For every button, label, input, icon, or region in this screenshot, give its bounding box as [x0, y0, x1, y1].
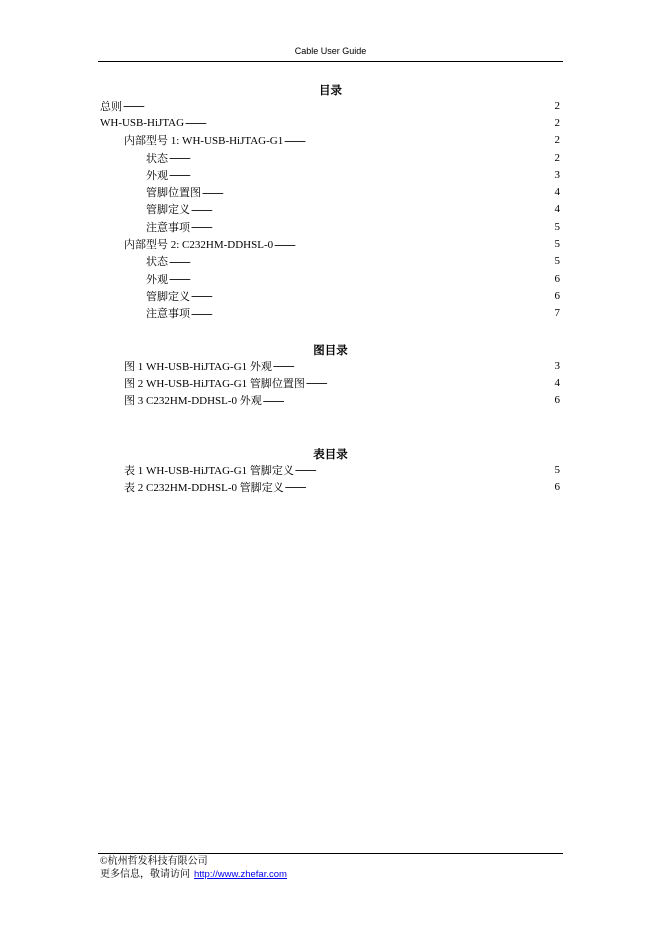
page-footer — [100, 855, 287, 881]
toc-entry[interactable] — [100, 201, 560, 218]
toc-entry-label: 注意事项 — [146, 308, 190, 321]
toc-entry[interactable] — [100, 132, 560, 149]
figure-entry[interactable] — [100, 374, 560, 391]
toc-entry[interactable] — [100, 166, 560, 183]
figure-entry-page: 4 — [554, 376, 560, 389]
toc-entry-page: 5 — [554, 220, 560, 233]
toc-entry-label: 管脚位置图 — [146, 187, 201, 200]
toc-entry[interactable] — [100, 218, 560, 235]
table-entry-label: 表 2 C232HM-DDHSL-0 管脚定义 — [124, 481, 284, 494]
toc-entry-page: 2 — [554, 134, 560, 147]
dot-leader — [202, 187, 554, 198]
footer-rule — [98, 853, 563, 854]
toc-entry-page: 6 — [554, 272, 560, 285]
toc-entry-label: 总则 — [100, 100, 122, 113]
toc-list — [100, 97, 560, 322]
page-header-title: Cable User Guide — [294, 46, 367, 56]
toc-entry-label: 内部型号 1: WH-USB-HiJTAG-G1 — [124, 135, 284, 148]
toc-entry-page: 2 — [554, 99, 560, 112]
dot-leader — [263, 395, 554, 406]
toc-entry-page: 7 — [554, 307, 560, 320]
toc-entry-label: 状态 — [146, 256, 168, 269]
table-entry-label: 表 1 WH-USB-HiJTAG-G1 管脚定义 — [124, 464, 294, 477]
dot-leader — [169, 273, 554, 284]
toc-entry[interactable] — [100, 287, 560, 304]
tables-list — [100, 461, 560, 496]
dot-leader — [306, 377, 554, 388]
figure-entry-page: 3 — [554, 359, 560, 372]
figure-entry[interactable] — [100, 357, 560, 374]
toc-title: 目录 — [319, 85, 342, 97]
dot-leader — [169, 256, 554, 267]
dot-leader — [273, 360, 554, 371]
tables-title: 表目录 — [313, 449, 348, 461]
toc-entry-label: 注意事项 — [146, 221, 190, 234]
figure-entry-label: 图 2 WH-USB-HiJTAG-G1 管脚位置图 — [124, 377, 305, 390]
figures-list — [100, 357, 560, 409]
dot-leader — [285, 481, 554, 492]
toc-entry-label: 状态 — [146, 152, 168, 165]
toc-entry[interactable] — [100, 305, 560, 322]
toc-entry-page: 3 — [554, 168, 560, 181]
dot-leader — [191, 308, 554, 319]
toc-entry-page: 4 — [554, 186, 560, 199]
toc-entry-page: 2 — [554, 116, 560, 129]
toc-entry-label: 外观 — [146, 273, 168, 286]
toc-entry[interactable] — [100, 270, 560, 287]
toc-entry[interactable] — [100, 149, 560, 166]
figures-title: 图目录 — [313, 345, 348, 357]
figure-entry-page: 6 — [554, 394, 560, 407]
toc-entry-label: 管脚定义 — [146, 290, 190, 303]
toc-entry-page: 4 — [554, 203, 560, 216]
toc-entry-page: 6 — [554, 289, 560, 302]
dot-leader — [185, 117, 553, 128]
table-entry[interactable] — [100, 461, 560, 478]
dot-leader — [274, 239, 553, 250]
toc-entry-page: 5 — [554, 255, 560, 268]
dot-leader — [191, 221, 554, 232]
table-entry[interactable] — [100, 478, 560, 495]
toc-entry[interactable] — [100, 114, 560, 131]
dot-leader — [191, 290, 554, 301]
dot-leader — [123, 100, 554, 111]
website-link[interactable]: http://www.zhefar.com — [194, 869, 287, 880]
dot-leader — [169, 169, 554, 180]
figure-entry[interactable] — [100, 392, 560, 409]
toc-entry[interactable] — [100, 235, 560, 252]
figure-entry-label: 图 1 WH-USB-HiJTAG-G1 外观 — [124, 360, 272, 373]
toc-entry[interactable] — [100, 97, 560, 114]
footer-more-info: 更多信息，敬请访问 — [100, 869, 190, 880]
toc-entry-label: 内部型号 2: C232HM-DDHSL-0 — [124, 239, 274, 252]
dot-leader — [295, 464, 554, 475]
toc-entry-label: 外观 — [146, 169, 168, 182]
toc-entry-page: 2 — [554, 151, 560, 164]
table-entry-page: 5 — [554, 463, 560, 476]
toc-entry-label: 管脚定义 — [146, 204, 190, 217]
footer-copyright: ©杭州哲发科技有限公司 — [100, 856, 208, 867]
dot-leader — [191, 204, 554, 215]
dot-leader — [284, 135, 553, 146]
header-rule — [98, 61, 563, 62]
toc-entry-label: WH-USB-HiJTAG — [100, 116, 185, 129]
dot-leader — [169, 152, 554, 163]
footer-more-info-line — [100, 868, 287, 881]
toc-entry-page: 5 — [554, 238, 560, 251]
table-entry-page: 6 — [554, 480, 560, 493]
toc-entry[interactable] — [100, 253, 560, 270]
figure-entry-label: 图 3 C232HM-DDHSL-0 外观 — [124, 395, 262, 408]
toc-entry[interactable] — [100, 183, 560, 200]
